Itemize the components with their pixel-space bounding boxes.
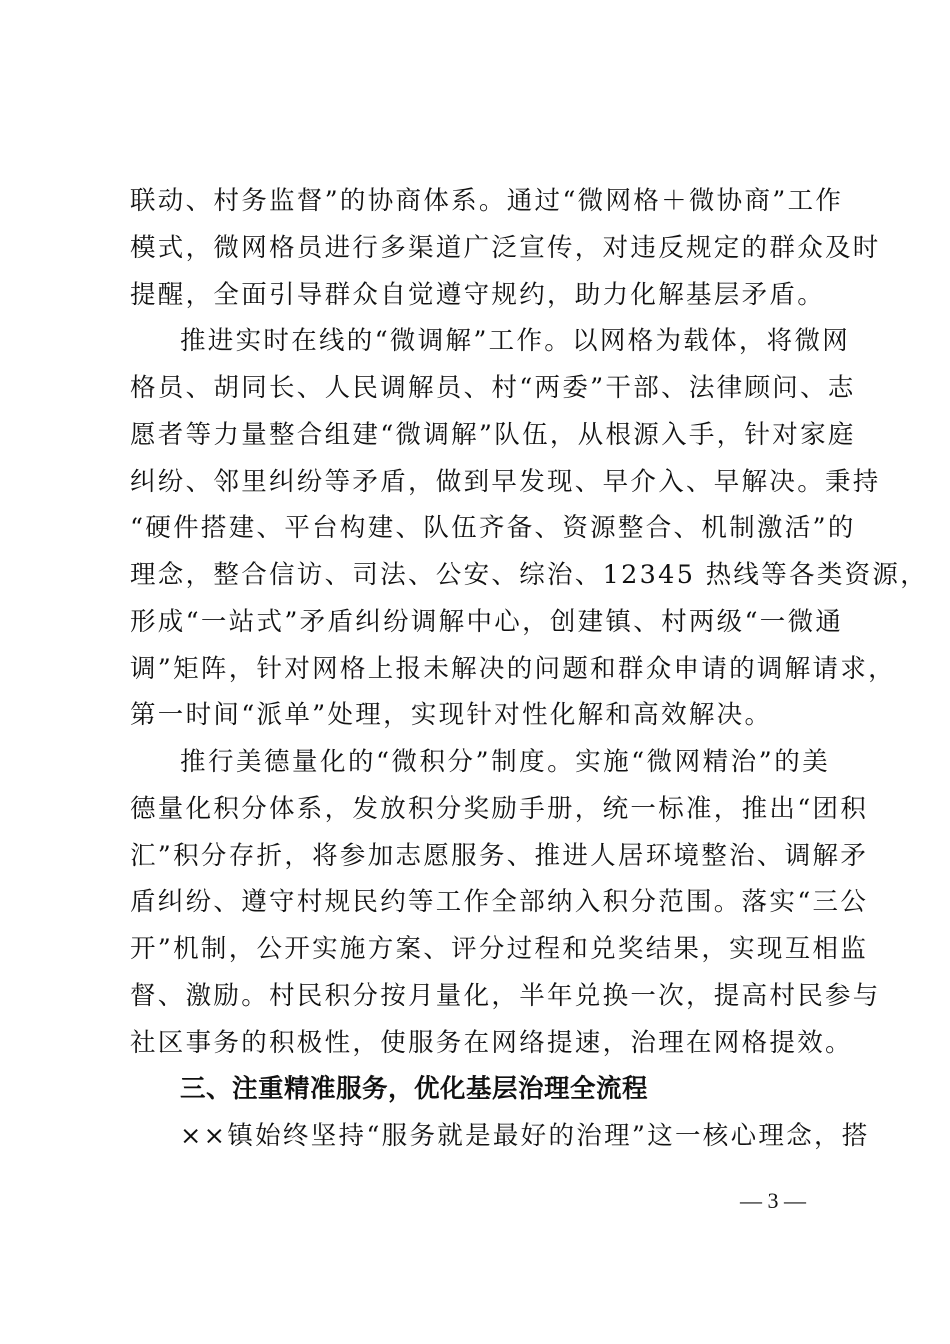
paragraph-line: ××镇始终坚持“服务就是最好的治理”这一核心理念，搭	[180, 1121, 870, 1151]
paragraph-line: 第一时间“派单”处理，实现针对性化解和高效解决。	[130, 700, 773, 730]
paragraph-line: 调”矩阵，针对网格上报未解决的问题和群众申请的调解请求，	[130, 654, 896, 684]
paragraph-line: 汇”积分存折，将参加志愿服务、推进人居环境整治、调解矛	[130, 841, 869, 871]
paragraph-line: 提醒，全面引导群众自觉遵守规约，助力化解基层矛盾。	[130, 280, 826, 310]
paragraph-line: 推行美德量化的“微积分”制度。实施“微网精治”的美	[180, 747, 830, 777]
section-heading: 三、注重精准服务，优化基层治理全流程	[180, 1074, 649, 1104]
page-number: — 3 —	[740, 1188, 806, 1213]
paragraph-line: 督、激励。村民积分按月量化，半年兑换一次，提高村民参与	[130, 981, 881, 1011]
paragraph-line: “硬件搭建、平台构建、队伍齐备、资源整合、机制激活”的	[130, 513, 856, 543]
paragraph-line: 愿者等力量整合组建“微调解”队伍，从根源入手，针对家庭	[130, 420, 856, 450]
paragraph-line: 开”机制，公开实施方案、评分过程和兑奖结果，实现互相监	[130, 934, 869, 964]
paragraph-line: 格员、胡同长、人民调解员、村“两委”干部、法律顾问、志	[130, 373, 856, 403]
paragraph-line: 联动、村务监督”的协商体系。通过“微网格＋微协商”工作	[130, 186, 844, 216]
paragraph-line: 形成“一站式”矛盾纠纷调解中心，创建镇、村两级“一微通	[130, 607, 844, 637]
paragraph-line: 纠纷、邻里纠纷等矛盾，做到早发现、早介入、早解决。秉持	[130, 467, 881, 497]
paragraph-line: 盾纠纷、遵守村规民约等工作全部纳入积分范围。落实“三公	[130, 887, 869, 917]
paragraph-line: 推进实时在线的“微调解”工作。以网格为载体，将微网	[180, 326, 851, 356]
paragraph-line: 理念，整合信访、司法、公安、综治、12345 热线等各类资源，	[130, 560, 929, 590]
paragraph-line: 模式，微网格员进行多渠道广泛宣传，对违反规定的群众及时	[130, 233, 881, 263]
paragraph-line: 德量化积分体系，发放积分奖励手册，统一标准，推出“团积	[130, 794, 869, 824]
paragraph-line: 社区事务的积极性，使服务在网络提速，治理在网格提效。	[130, 1028, 853, 1058]
